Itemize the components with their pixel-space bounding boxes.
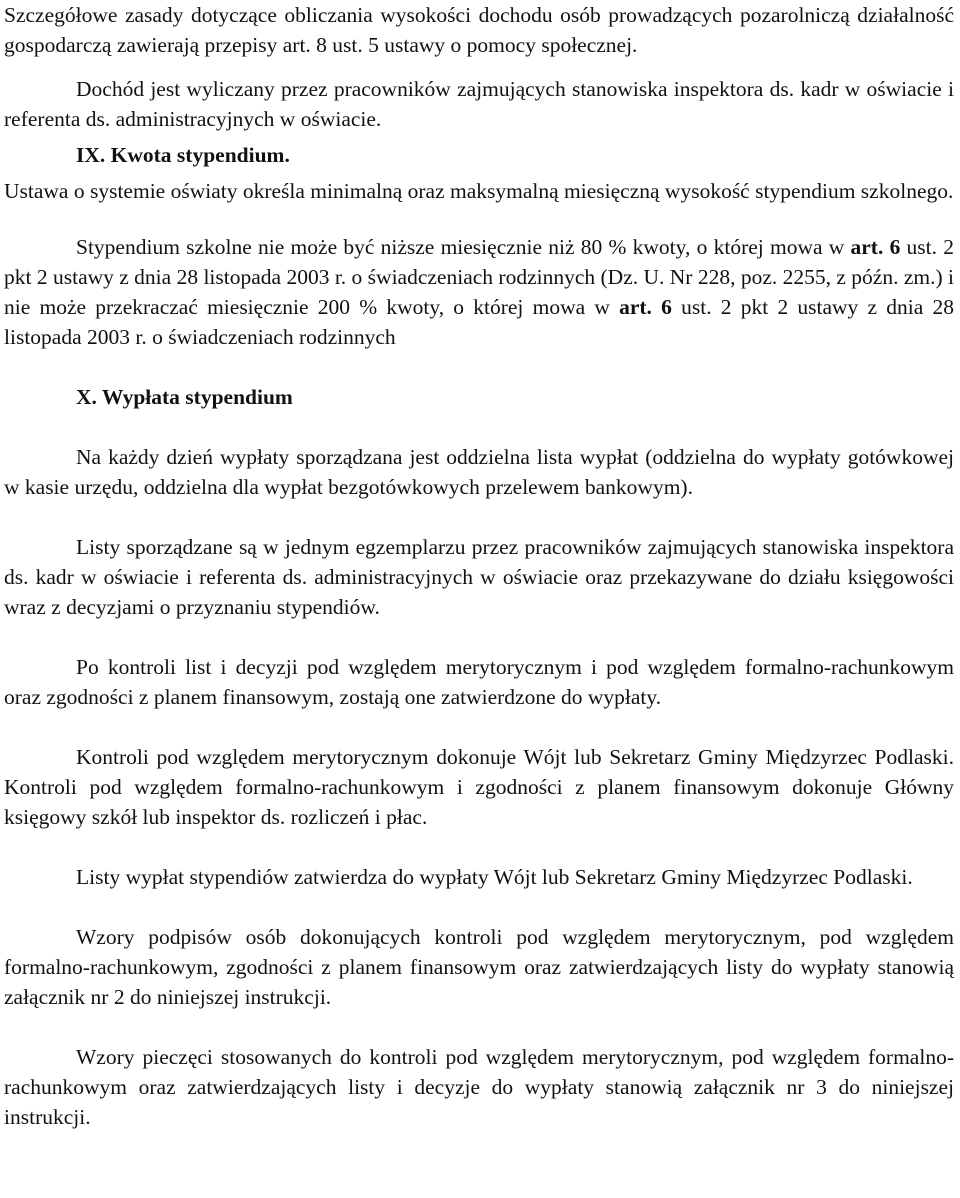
text-segment: ust. 2 pkt 2 ustawy z dnia 28 listopada 2003 r. o świadczeniach rodzinnych (Dz. U. Nr 228, poz. 2255, z późn. zm.) i nie może przekraczać miesięcznie 200 % kwoty, o której mowa w <box>4 235 955 319</box>
paragraph-control-approval: Po kontroli list i decyzji pod względem merytorycznym i pod względem formalno-rachunkowym oraz zgodności z planem finansowym, zostają one zatwierdzone do wypłaty. <box>4 655 954 709</box>
paragraph-act-limits: Ustawa o systemie oświaty określa minimalną oraz maksymalną miesięczną wysokość stypendium szkolnego. <box>4 179 954 203</box>
paragraph-lists-prepared: Listy sporządzane są w jednym egzemplarzu przez pracowników zajmujących stanowiska inspektora ds. kadr w oświacie i referenta ds. administracyjnych w oświacie oraz przekazywane do działu księgowości wraz z decyzjami o przyznaniu stypendiów. <box>4 535 954 619</box>
paragraph-income-rules: Szczegółowe zasady dotyczące obliczania wysokości dochodu osób prowadzących pozarolniczą działalność gospodarczą zawierają przepisy art. 8 ust. 5 ustawy o pomocy społecznej. <box>4 3 954 57</box>
paragraph-signature-specimens: Wzory podpisów osób dokonujących kontroli pod względem merytorycznym, pod względem formalno-rachunkowym, zgodności z planem finansowym oraz zatwierdzających listy do wypłaty stanowią załącznik nr 2 do niniejszej instrukcji. <box>4 925 954 1009</box>
paragraph-payment-list: Na każdy dzień wypłaty sporządzana jest oddzielna lista wypłat (oddzielna do wypłaty gotówkowej w kasie urzędu, oddzielna dla wypłat bezgotówkowych przelewem bankowym). <box>4 445 954 499</box>
document-body <box>4 0 954 1132</box>
text-segment: Stypendium szkolne nie może być niższe miesięcznie niż 80 % kwoty, o której mowa w <box>76 235 851 259</box>
paragraph-stamp-specimens: Wzory pieczęci stosowanych do kontroli pod względem merytorycznym, pod względem formalno-rachunkowym oraz zatwierdzających listy i decyzje do wypłaty stanowią załącznik nr 3 do niniejszej instrukcji. <box>4 1045 954 1129</box>
paragraph-stipend-amount <box>4 232 954 352</box>
section-heading-x: X. Wypłata stypendium <box>76 385 293 409</box>
paragraph-approval-authority: Listy wypłat stypendiów zatwierdza do wypłaty Wójt lub Sekretarz Gminy Międzyrzec Podlaski. <box>76 865 913 889</box>
section-heading-ix: IX. Kwota stypendium. <box>76 143 290 167</box>
law-reference: art. 6 <box>850 235 901 259</box>
paragraph-income-calculation: Dochód jest wyliczany przez pracowników zajmujących stanowiska inspektora ds. kadr w oświacie i referenta ds. administracyjnych w oświacie. <box>4 77 954 131</box>
paragraph-control-authority: Kontroli pod względem merytorycznym dokonuje Wójt lub Sekretarz Gminy Międzyrzec Podlaski. Kontroli pod względem formalno-rachunkowym i zgodności z planem finansowym dokonuje Główny księgowy szkół lub inspektor ds. rozliczeń i płac. <box>4 745 954 829</box>
law-reference: art. 6 <box>619 295 672 319</box>
text-segment: ust. 2 pkt 2 ustawy z dnia 28 listopada 2003 r. o świadczeniach rodzinnych <box>4 295 955 349</box>
